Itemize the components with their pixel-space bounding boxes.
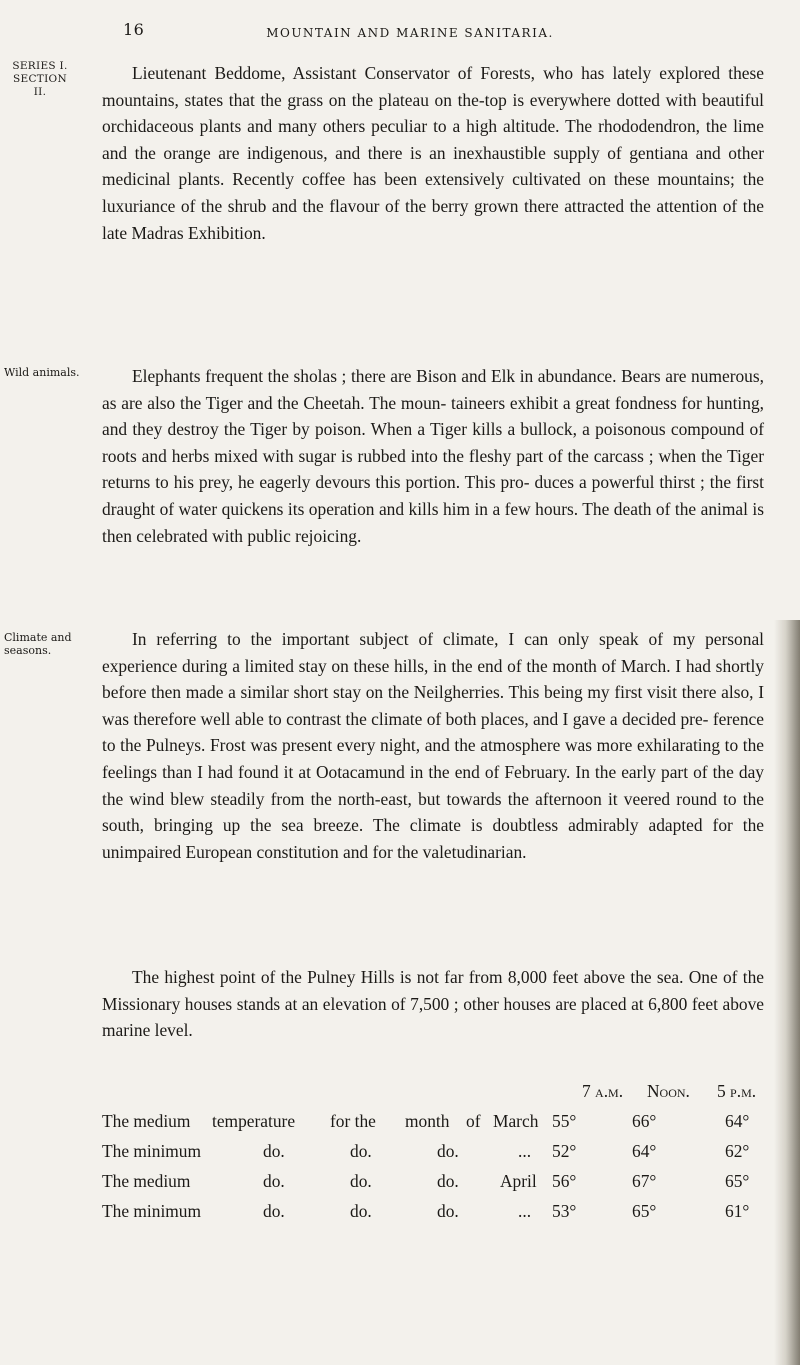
table-row	[102, 1141, 782, 1171]
table-row	[102, 1201, 782, 1231]
row-col-1: do.	[263, 1201, 285, 1221]
value-7am: 52°	[552, 1141, 577, 1161]
row-col-1: temperature	[212, 1111, 296, 1131]
row-col-2: do.	[350, 1141, 372, 1161]
header-7am: 7 a.m.	[582, 1081, 624, 1101]
row-label: The medium	[102, 1171, 191, 1191]
paragraph-climate: In referring to the important subject of climate, I can only speak of my personal experience during a limited stay on these hills, in the end of the month of March. I had shortly before then made a similar short stay on the Neilgherries. This being my first visit there also, I was therefore well able to contrast the climate of both places, and I gave a decided pre- ference to the Pulneys. Frost was present every night, and the atmosphere was more exhilarating to the feelings than I had found it at Ootacamund in the end of February. In the early part of the day the wind blew steadily from the north-east, but towards the afternoon it veered round to the south, bringing up the sea breeze. The climate is doubtless admirably adapted for the unimpaired European constitution and for the valetudinarian.	[102, 629, 764, 862]
value-7am: 56°	[552, 1171, 577, 1191]
row-col-5: ...	[518, 1141, 532, 1161]
row-label: The medium	[102, 1111, 191, 1131]
value-7am: 55°	[552, 1111, 577, 1131]
paragraph-forests: Lieutenant Beddome, Assistant Conservator of Forests, who has lately explored these mountains, states that the grass on the plateau on the-top is everywhere dotted with beautiful orchidaceous plants and many others peculiar to a high altitude. The rhododendron, the lime and the orange are indigenous, and there is an inexhaustible supply of gentiana and other medicinal plants. Recently coffee has been extensively cultivated on these mountains; the luxuriance of the shrub and the flavour of the berry grown there attracted the attention of the late Madras Exhibition.	[102, 63, 764, 243]
row-col-5: April	[500, 1171, 537, 1191]
value-noon: 65°	[632, 1201, 657, 1221]
row-col-1: do.	[263, 1171, 285, 1191]
page-number: 16	[123, 20, 145, 39]
side-note-wild-animals: Wild animals.	[4, 366, 80, 379]
series-section-marker	[6, 60, 74, 99]
row-col-1: do.	[263, 1141, 285, 1161]
value-noon: 67°	[632, 1171, 657, 1191]
value-5pm: 65°	[725, 1171, 750, 1191]
page-edge-shadow	[774, 620, 800, 1365]
paragraph-wild-animals: Elephants frequent the sholas ; there are Bison and Elk in abundance. Bears are numerous, as are also the Tiger and the Cheetah. The moun- taineers exhibit a great fondness for hunting, and they destroy the Tiger by poison. When a Tiger kills a bullock, a poisonous compound of roots and herbs mixed with sugar is rubbed into the fleshy part of the carcass ; when the Tiger returns to his prey, he eagerly devours this portion. This pro- duces a powerful thirst ; the first draught of water quickens its operation and kills him in a few hours. The death of the animal is then celebrated with public rejoicing.	[102, 366, 764, 546]
side-note-climate: Climate and seasons.	[4, 631, 72, 657]
value-noon: 64°	[632, 1141, 657, 1161]
row-col-2: for the	[330, 1111, 376, 1131]
running-title: MOUNTAIN AND MARINE SANITARIA.	[266, 26, 554, 40]
header-5pm: 5 p.m.	[717, 1081, 757, 1101]
row-col-5: March	[493, 1111, 539, 1131]
row-col-3: do.	[437, 1201, 459, 1221]
value-5pm: 61°	[725, 1201, 750, 1221]
row-label: The minimum	[102, 1201, 202, 1221]
table-header	[102, 1081, 782, 1111]
value-5pm: 62°	[725, 1141, 750, 1161]
header-noon: Noon.	[647, 1081, 690, 1101]
section-label: SECTION II.	[13, 73, 67, 98]
value-7am: 53°	[552, 1201, 577, 1221]
row-col-2: do.	[350, 1201, 372, 1221]
paragraph-elevation: The highest point of the Pulney Hills is not far from 8,000 feet above the sea. One of the Missionary houses stands at an elevation of 7,500 ; other houses are placed at 6,800 feet above marine level.	[102, 967, 764, 1041]
row-col-3: do.	[437, 1141, 459, 1161]
value-5pm: 64°	[725, 1111, 750, 1131]
row-col-4: of	[466, 1111, 481, 1131]
row-col-2: do.	[350, 1171, 372, 1191]
table-row	[102, 1171, 782, 1201]
page-header	[0, 20, 800, 44]
row-col-5: ...	[518, 1201, 532, 1221]
table-row	[102, 1111, 782, 1141]
row-label: The minimum	[102, 1141, 202, 1161]
row-col-3: do.	[437, 1171, 459, 1191]
value-noon: 66°	[632, 1111, 657, 1131]
temperature-table	[102, 1081, 782, 1231]
row-col-3: month	[405, 1111, 450, 1131]
series-label: SERIES I.	[12, 60, 68, 72]
